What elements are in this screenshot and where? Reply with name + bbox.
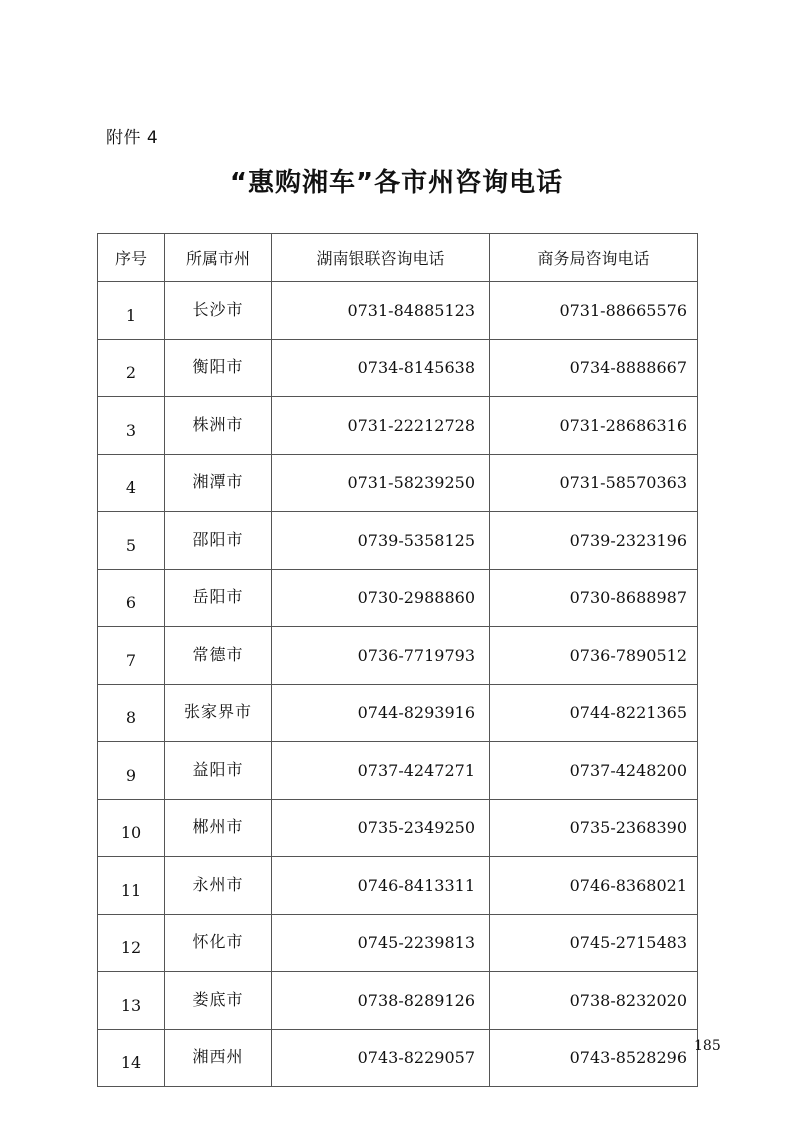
row-commerce-phone: 0730-8688987 xyxy=(490,569,698,627)
row-city: 湘潭市 xyxy=(165,454,272,512)
table-body xyxy=(98,282,698,1087)
row-unionpay-phone: 0738-8289126 xyxy=(272,972,490,1030)
table-header xyxy=(98,234,698,282)
table-row xyxy=(98,914,698,972)
row-city: 益阳市 xyxy=(165,742,272,800)
row-city: 永州市 xyxy=(165,857,272,915)
table-row xyxy=(98,397,698,455)
row-city: 衡阳市 xyxy=(165,339,272,397)
table-row xyxy=(98,1029,698,1087)
row-index: 10 xyxy=(98,799,165,857)
row-city: 湘西州 xyxy=(165,1029,272,1087)
table-row xyxy=(98,799,698,857)
row-unionpay-phone: 0731-84885123 xyxy=(272,282,490,340)
row-unionpay-phone: 0730-2988860 xyxy=(272,569,490,627)
row-city: 长沙市 xyxy=(165,282,272,340)
row-city: 怀化市 xyxy=(165,914,272,972)
row-unionpay-phone: 0744-8293916 xyxy=(272,684,490,742)
row-city: 株洲市 xyxy=(165,397,272,455)
row-index: 4 xyxy=(98,454,165,512)
row-commerce-phone: 0731-28686316 xyxy=(490,397,698,455)
table-row xyxy=(98,742,698,800)
row-unionpay-phone: 0743-8229057 xyxy=(272,1029,490,1087)
page-number: 185 xyxy=(694,1038,721,1054)
row-commerce-phone: 0731-58570363 xyxy=(490,454,698,512)
row-commerce-phone: 0739-2323196 xyxy=(490,512,698,570)
row-unionpay-phone: 0745-2239813 xyxy=(272,914,490,972)
table-row xyxy=(98,857,698,915)
row-unionpay-phone: 0739-5358125 xyxy=(272,512,490,570)
row-index: 3 xyxy=(98,397,165,455)
row-index: 11 xyxy=(98,857,165,915)
row-index: 5 xyxy=(98,512,165,570)
row-commerce-phone: 0737-4248200 xyxy=(490,742,698,800)
row-commerce-phone: 0743-8528296 xyxy=(490,1029,698,1087)
row-city: 郴州市 xyxy=(165,799,272,857)
table-row xyxy=(98,684,698,742)
row-city: 邵阳市 xyxy=(165,512,272,570)
row-unionpay-phone: 0731-58239250 xyxy=(272,454,490,512)
row-unionpay-phone: 0746-8413311 xyxy=(272,857,490,915)
row-commerce-phone: 0731-88665576 xyxy=(490,282,698,340)
table-row xyxy=(98,627,698,685)
row-index: 1 xyxy=(98,282,165,340)
row-city: 娄底市 xyxy=(165,972,272,1030)
row-unionpay-phone: 0735-2349250 xyxy=(272,799,490,857)
table-row xyxy=(98,512,698,570)
row-unionpay-phone: 0736-7719793 xyxy=(272,627,490,685)
row-city: 张家界市 xyxy=(165,684,272,742)
header-unionpay-phone: 湖南银联咨询电话 xyxy=(272,234,490,282)
row-commerce-phone: 0738-8232020 xyxy=(490,972,698,1030)
row-index: 13 xyxy=(98,972,165,1030)
row-index: 6 xyxy=(98,569,165,627)
row-commerce-phone: 0736-7890512 xyxy=(490,627,698,685)
table-row xyxy=(98,282,698,340)
table-row xyxy=(98,972,698,1030)
page-title: “惠购湘车”各市州咨询电话 xyxy=(229,168,564,198)
row-city: 常德市 xyxy=(165,627,272,685)
row-unionpay-phone: 0731-22212728 xyxy=(272,397,490,455)
row-city: 岳阳市 xyxy=(165,569,272,627)
row-unionpay-phone: 0734-8145638 xyxy=(272,339,490,397)
header-commerce-phone: 商务局咨询电话 xyxy=(490,234,698,282)
attachment-label: 附件 4 xyxy=(106,128,159,148)
header-row xyxy=(98,234,698,282)
row-unionpay-phone: 0737-4247271 xyxy=(272,742,490,800)
table-row xyxy=(98,454,698,512)
row-index: 2 xyxy=(98,339,165,397)
row-index: 8 xyxy=(98,684,165,742)
table-row xyxy=(98,339,698,397)
consultation-phone-table xyxy=(97,233,698,1087)
table-row xyxy=(98,569,698,627)
header-city: 所属市州 xyxy=(165,234,272,282)
row-index: 12 xyxy=(98,914,165,972)
row-index: 7 xyxy=(98,627,165,685)
row-commerce-phone: 0744-8221365 xyxy=(490,684,698,742)
row-index: 9 xyxy=(98,742,165,800)
row-commerce-phone: 0734-8888667 xyxy=(490,339,698,397)
row-commerce-phone: 0735-2368390 xyxy=(490,799,698,857)
row-index: 14 xyxy=(98,1029,165,1087)
header-index: 序号 xyxy=(98,234,165,282)
row-commerce-phone: 0746-8368021 xyxy=(490,857,698,915)
row-commerce-phone: 0745-2715483 xyxy=(490,914,698,972)
